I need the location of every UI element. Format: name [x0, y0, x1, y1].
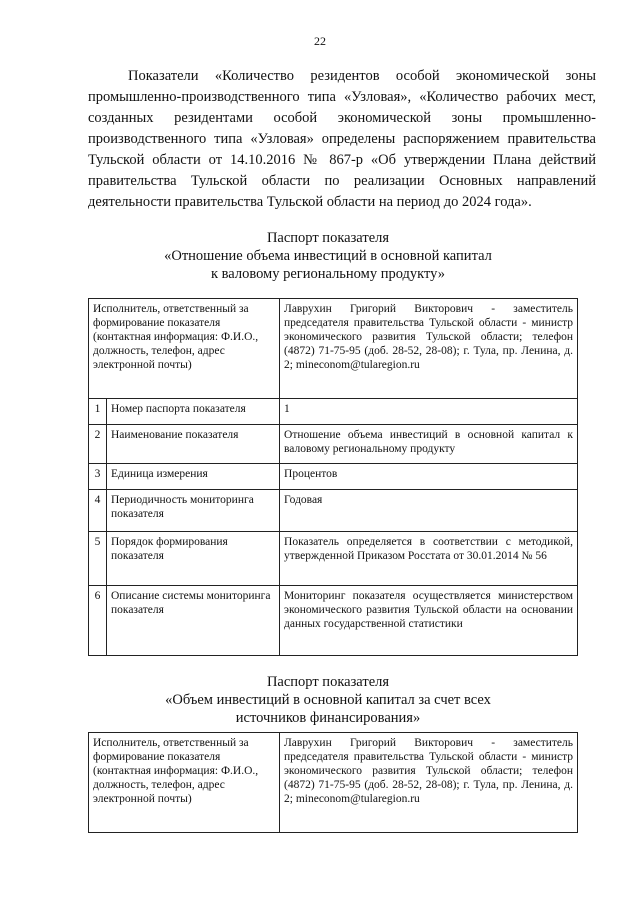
passport-2-title-line: источников финансирования»: [235, 710, 421, 726]
executor-value: Лаврухин Григорий Викторович - заместитель председателя правительства Тульской области - министр экономического развития Тульской области; телефон (4872) 71-75-95 (доб. 28-52, 28-08); г. Тула, пр. Ленина, д. 2; mineconom@tularegion.ru: [280, 299, 578, 399]
intro-paragraph: Показатели «Количество резидентов особой экономической зоны промышленно-производственного типа «Узловая», «Количество рабочих мест, созданных резидентами особой экономической зоны промышленно-производственного типа «Узловая» определены распоряжением правительства Тульской области от 14.10.2016 № 867-р «Об утверждении Плана действий правительства Тульской области по реализации Основных направлений деятельности правительства Тульской области на период до 2024 года».: [88, 68, 596, 210]
row-value: Годовая: [280, 490, 578, 532]
passport-1-table: [88, 298, 578, 656]
row-label: Единица измерения: [107, 464, 280, 490]
row-value: Показатель определяется в соответствии с методикой, утвержденной Приказом Росстата от 30.01.2014 № 56: [280, 532, 578, 586]
page-number: 22: [314, 34, 326, 48]
row-number: 5: [89, 532, 107, 586]
passport-2-title-line: «Объем инвестиций в основной капитал за счет всех: [165, 692, 491, 708]
executor-value: Лаврухин Григорий Викторович - заместитель председателя правительства Тульской области - министр экономического развития Тульской области; телефон (4872) 71-75-95 (доб. 28-52, 28-08); г. Тула, пр. Ленина, д. 2; mineconom@tularegion.ru: [280, 733, 578, 833]
passport-1-title-line: к валовому региональному продукту»: [210, 266, 446, 282]
row-label: Наименование показателя: [107, 425, 280, 464]
table-row: [89, 586, 578, 656]
row-value: Процентов: [280, 464, 578, 490]
row-value: Мониторинг показателя осуществляется министерством экономического развития Тульской области на основании данных государственной статистики: [280, 586, 578, 656]
row-value: Отношение объема инвестиций в основной капитал к валовому региональному продукту: [280, 425, 578, 464]
row-label: Номер паспорта показателя: [107, 399, 280, 425]
passport-1-title: [60, 229, 596, 283]
row-value: 1: [280, 399, 578, 425]
passport-2-title: [60, 673, 596, 727]
table-row: [89, 464, 578, 490]
row-number: 4: [89, 490, 107, 532]
executor-label: Исполнитель, ответственный за формирование показателя (контактная информация: Ф.И.О., должность, телефон, адрес электронной почты): [89, 733, 280, 833]
passport-2-title-line: Паспорт показателя: [266, 674, 390, 690]
table-row: [89, 399, 578, 425]
passport-1-title-line: «Отношение объема инвестиций в основной капитал: [164, 248, 492, 264]
executor-label: Исполнитель, ответственный за формирование показателя (контактная информация: Ф.И.О., должность, телефон, адрес электронной почты): [89, 299, 280, 399]
row-number: 6: [89, 586, 107, 656]
table-row: [89, 532, 578, 586]
row-label: Периодичность мониторинга показателя: [107, 490, 280, 532]
row-number: 2: [89, 425, 107, 464]
row-number: 1: [89, 399, 107, 425]
table-row: [89, 733, 578, 833]
passport-1-title-line: Паспорт показателя: [266, 230, 390, 246]
row-label: Порядок формирования показателя: [107, 532, 280, 586]
passport-2-table: [88, 732, 578, 833]
table-row: [89, 425, 578, 464]
row-number: 3: [89, 464, 107, 490]
row-label: Описание системы мониторинга показателя: [107, 586, 280, 656]
table-row: [89, 299, 578, 399]
table-row: [89, 490, 578, 532]
